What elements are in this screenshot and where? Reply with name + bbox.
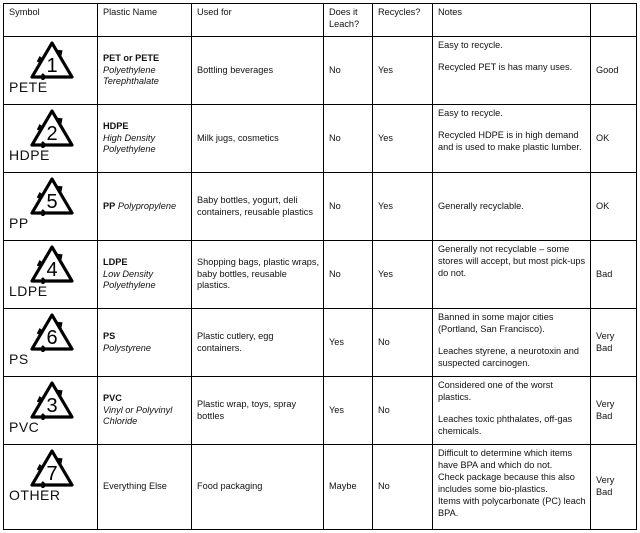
used-for-cell: Baby bottles, yogurt, deli containers, reusable plastics [192, 173, 324, 241]
notes-cell [433, 445, 591, 530]
plastic-fullname: High Density Polyethylene [103, 132, 156, 155]
symbol-cell [4, 377, 98, 445]
rating-cell: Very Bad [591, 377, 637, 445]
leach-cell: No [324, 105, 373, 173]
recycles-cell: Yes [373, 105, 433, 173]
notes-cell [433, 309, 591, 377]
recycles-cell: No [373, 377, 433, 445]
table-row [4, 445, 637, 530]
resin-number: 7 [45, 463, 58, 485]
notes-cell [433, 105, 591, 173]
plastic-name-cell [98, 241, 192, 309]
resin-code: LDPE [9, 283, 48, 299]
note-line: Considered one of the worst plastics. [438, 380, 553, 402]
header-rating [591, 4, 637, 37]
note-line: Leaches styrene, a neurotoxin and suspected carcinogen. [438, 345, 579, 368]
plastic-fullname: Vinyl or Polyvinyl Chloride [103, 404, 173, 427]
leach-cell: Maybe [324, 445, 373, 530]
table-row [4, 241, 637, 309]
resin-number: 1 [45, 55, 58, 77]
plastic-fullname: Polypropylene [117, 200, 177, 211]
plastic-fullname: Polyethylene Terephthalate [103, 64, 159, 87]
recycles-cell: Yes [373, 173, 433, 241]
note-line: Generally not recyclable – some stores will accept, but most pick-ups do not. [438, 244, 586, 278]
resin-code: PETE [9, 79, 48, 95]
note-line: Items with polycarbonate (PC) leach BPA. [438, 495, 586, 518]
plastic-name-cell [98, 37, 192, 105]
leach-cell: No [324, 241, 373, 309]
note-line: Generally recyclable. [438, 200, 524, 211]
rating-cell: Bad [591, 241, 637, 309]
symbol-cell [4, 241, 98, 309]
header-used-for: Used for [192, 4, 324, 37]
header-symbol: Symbol [4, 4, 98, 37]
note-line: Leaches toxic phthalates, off-gas chemicals. [438, 413, 573, 436]
rating-cell: Very Bad [591, 445, 637, 530]
plastic-name-cell [98, 377, 192, 445]
resin-code: OTHER [9, 487, 61, 503]
recycling-triangle-icon [29, 176, 75, 216]
header-leach: Does it Leach? [324, 4, 373, 37]
note-line: Recycled HDPE is in high demand and is used to make plastic lumber. [438, 129, 582, 152]
resin-number: 2 [45, 123, 58, 145]
header-notes: Notes [433, 4, 591, 37]
symbol-cell [4, 173, 98, 241]
resin-code: PS [9, 351, 29, 367]
symbol-cell [4, 445, 98, 530]
plastic-name-cell [98, 105, 192, 173]
plastic-abbrev: LDPE [103, 256, 128, 267]
note-line: Recycled PET is has many uses. [438, 61, 573, 72]
header-plastic-name: Plastic Name [98, 4, 192, 37]
used-for-cell: Plastic cutlery, egg containers. [192, 309, 324, 377]
plastic-name-cell [98, 309, 192, 377]
resin-code: PP [9, 215, 29, 231]
recycles-cell: No [373, 309, 433, 377]
recycling-triangle-icon [29, 380, 75, 420]
notes-cell [433, 241, 591, 309]
plastic-abbrev: PP [103, 200, 116, 211]
rating-cell: Very Bad [591, 309, 637, 377]
table-row [4, 105, 637, 173]
plastic-abbrev: PS [103, 330, 116, 341]
resin-number: 3 [45, 395, 58, 417]
notes-cell [433, 173, 591, 241]
rating-cell: OK [591, 173, 637, 241]
plastic-abbrev: PVC [103, 392, 122, 403]
note-line: Easy to recycle. [438, 40, 503, 50]
symbol-cell [4, 105, 98, 173]
plastic-abbrev: HDPE [103, 120, 129, 131]
plastic-name-cell [98, 173, 192, 241]
leach-cell: No [324, 37, 373, 105]
resin-code: HDPE [9, 147, 50, 163]
header-row [4, 4, 637, 37]
symbol-cell [4, 37, 98, 105]
resin-code: PVC [9, 419, 40, 435]
notes-cell [433, 377, 591, 445]
recycling-triangle-icon [29, 312, 75, 352]
table-row [4, 377, 637, 445]
symbol-cell [4, 309, 98, 377]
notes-cell [433, 37, 591, 105]
plastic-fullname: Polystyrene [103, 342, 152, 353]
note-line: Easy to recycle. [438, 108, 503, 118]
recycling-triangle-icon [29, 40, 75, 80]
note-line: Check package because this also includes some bio-plastics. [438, 471, 575, 494]
recycles-cell: Yes [373, 241, 433, 309]
recycling-triangle-icon [29, 244, 75, 284]
leach-cell: Yes [324, 309, 373, 377]
recycling-triangle-icon [29, 108, 75, 148]
used-for-cell: Milk jugs, cosmetics [192, 105, 324, 173]
recycles-cell: Yes [373, 37, 433, 105]
plastic-abbrev: PET or PETE [103, 52, 160, 63]
used-for-cell: Bottling beverages [192, 37, 324, 105]
table-row [4, 173, 637, 241]
used-for-cell: Food packaging [192, 445, 324, 530]
note-line: Banned in some major cities (Portland, San Francisco). [438, 312, 554, 334]
table-row [4, 37, 637, 105]
resin-number: 5 [45, 191, 58, 213]
rating-cell: Good [591, 37, 637, 105]
plastics-table [3, 3, 637, 530]
header-recycles: Recycles? [373, 4, 433, 37]
plastic-name-cell [98, 445, 192, 530]
plastic-fullname: Everything Else [103, 481, 167, 492]
plastic-fullname: Low Density Polyethylene [103, 268, 156, 291]
recycling-triangle-icon [29, 448, 75, 488]
note-line: Difficult to determine which items have BPA and which do not. [438, 448, 573, 470]
leach-cell: Yes [324, 377, 373, 445]
resin-number: 4 [45, 259, 58, 281]
resin-number: 6 [45, 327, 58, 349]
leach-cell: No [324, 173, 373, 241]
rating-cell: OK [591, 105, 637, 173]
recycles-cell: No [373, 445, 433, 530]
used-for-cell: Shopping bags, plastic wraps, baby bottles, reusable plastics. [192, 241, 324, 309]
table-row [4, 309, 637, 377]
used-for-cell: Plastic wrap, toys, spray bottles [192, 377, 324, 445]
